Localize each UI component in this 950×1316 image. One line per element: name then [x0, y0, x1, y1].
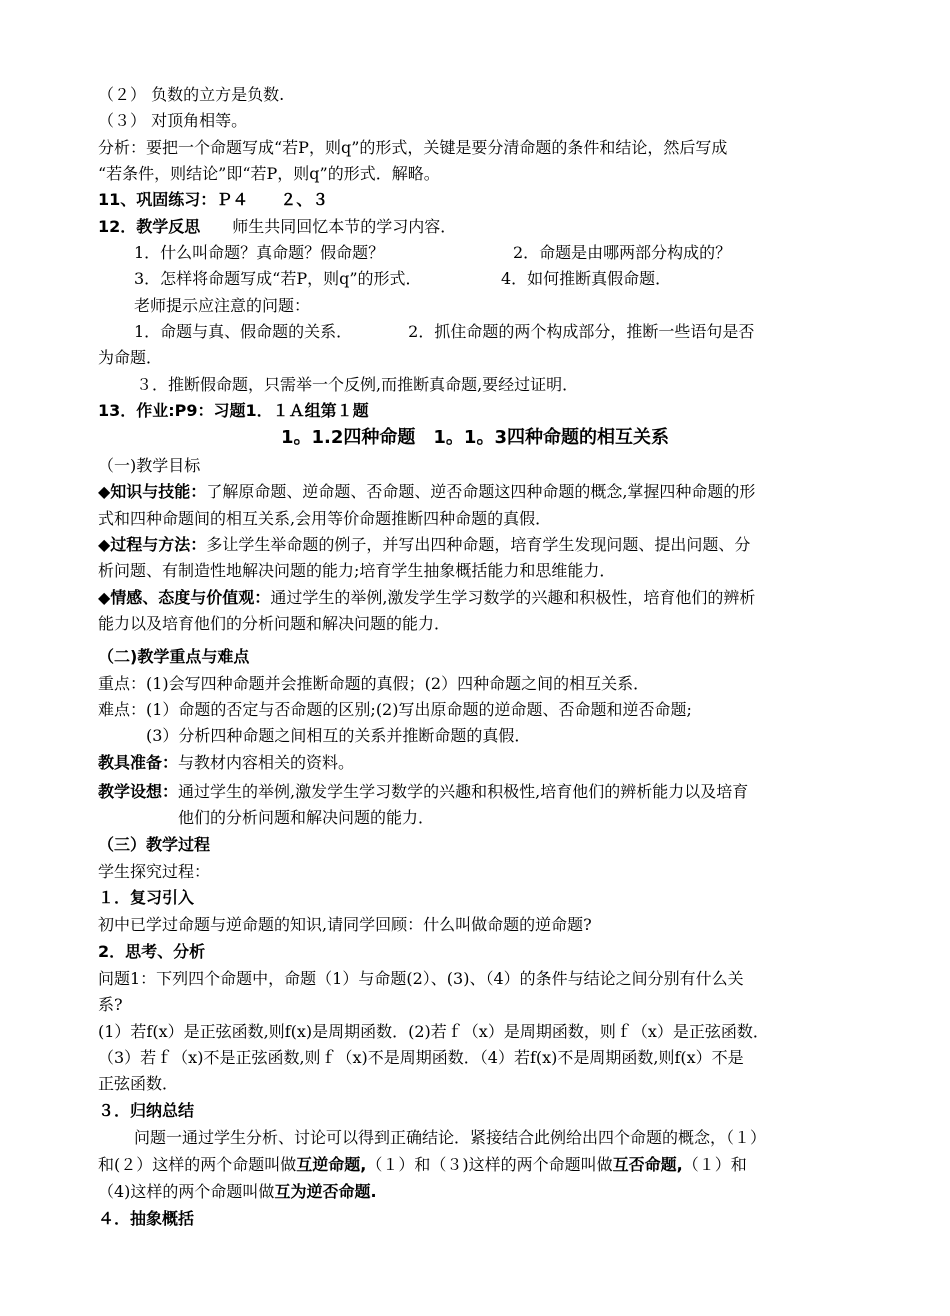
exercise-heading: 11、巩固练习：Ｐ４ ２、３ — [98, 190, 329, 209]
reflection-heading: 12．教学反思 — [98, 217, 201, 236]
summary-text: （4)这样的两个命题叫做 — [98, 1182, 275, 1201]
condition-line: 正弦函数． — [98, 1074, 179, 1093]
step-heading: 2．思考、分析 — [98, 942, 206, 961]
difficulty-line: (3）分析四种命题之间相互的关系并推断命题的真假． — [146, 726, 531, 745]
summary-line: 问题一通过学生分析、讨论可以得到正确结论．紧接结合此例给出四个命题的概念，（１） — [134, 1128, 767, 1147]
design-line — [98, 781, 854, 803]
analysis-line: “若条件，则结论”即“若P，则q”的形式．解略。 — [98, 164, 440, 183]
question-line: 系? — [98, 995, 123, 1014]
goal-text: 多让学生举命题的例子，并写出四种命题，培育学生发现问题、提出问题、分 — [206, 535, 751, 554]
summary-text: （１）和 — [682, 1155, 747, 1174]
step-heading: ３．归纳总结 — [98, 1101, 195, 1120]
process-intro: 学生探究过程： — [98, 862, 211, 881]
condition-line: （3）若ｆ（x)不是正弦函数,则ｆ（x)不是周期函数．（4）若f(x)不是周期函数,则f(x）不是 — [98, 1048, 744, 1067]
review-question: 2．命题是由哪两部分构成的？ — [513, 243, 732, 262]
summary-line — [98, 1181, 854, 1203]
tools-label: 教具准备： — [98, 753, 179, 772]
homework-heading: 13．作业:P9：习题1．１Ａ组第１题 — [98, 401, 369, 420]
review-question-row — [98, 242, 854, 264]
design-text: 通过学生的举例,激发学生学习数学的兴趣和积极性,培育他们的辨析能力以及培育 — [178, 782, 749, 801]
question-line: 问题1：下列四个命题中，命题（1）与命题(2）、(3)、（4）的条件与结论之间分别有什么关 — [98, 969, 744, 988]
goal-text: 式和四种命题间的相互关系,会用等价命题推断四种命题的真假． — [98, 509, 552, 528]
review-question: 3．怎样将命题写成“若P，则q”的形式． — [134, 269, 422, 288]
process-heading: （三）教学过程 — [98, 835, 211, 854]
goal-label: ◆情感、态度与价值观： — [98, 588, 271, 607]
reflection-line — [98, 216, 854, 238]
review-question: 1．什么叫命题？真命题？假命题？ — [134, 243, 385, 262]
difficulty-line: 难点：(1）命题的否定与否命题的区别;(2)写出原命题的逆命题、否命题和逆否命题; — [98, 700, 692, 719]
goal-text: 了解原命题、逆命题、否命题、逆否命题这四种命题的概念,掌握四种命题的形 — [206, 482, 756, 501]
section-title: 1。1.2四种命题 1。1。3四种命题的相互关系 — [281, 427, 669, 448]
teacher-note: ３．推断假命题，只需举一个反例,而推断真命题,要经过证明． — [136, 375, 579, 394]
keypoint-line: 重点：(1)会写四种命题并会推断命题的真假；(2）四种命题之间的相互关系． — [98, 674, 650, 693]
goals-heading: （一)教学目标 — [98, 456, 201, 475]
condition-line: (1）若f(x）是正弦函数,则f(x)是周期函数．(2)若ｆ（x）是周期函数，则ｆ（x）是正弦函数． — [98, 1022, 769, 1041]
design-text: 他们的分析问题和解决问题的能力． — [178, 808, 435, 827]
goal-process — [98, 534, 854, 556]
teacher-note: 为命题． — [98, 348, 163, 367]
step-heading: １．复习引入 — [98, 888, 195, 907]
step-text: 初中已学过命题与逆命题的知识,请同学回顾：什么叫做命题的逆命题? — [98, 915, 592, 934]
reflection-text: 师生共同回忆本节的学习内容． — [200, 217, 457, 236]
analysis-line: 分析：要把一个命题写成“若P，则q”的形式，关键是要分清命题的条件和结论，然后写成 — [98, 138, 728, 157]
goal-label: ◆知识与技能： — [98, 482, 207, 501]
goal-knowledge — [98, 481, 854, 503]
teacher-note: 老师提示应注意的问题： — [134, 296, 311, 315]
term-mutual-converse: 互逆命题, — [296, 1155, 367, 1174]
review-question-row — [98, 268, 854, 290]
keypoints-heading: （二)教学重点与难点 — [98, 647, 250, 666]
term-mutual-negation: 互否命题, — [612, 1155, 683, 1174]
summary-text: 和(２）这样的两个命题叫做 — [98, 1155, 297, 1174]
teacher-note: 1．命题与真、假命题的关系． 2．抓住命题的两个构成部分，推断一些语句是否 — [134, 322, 755, 341]
goal-text: 通过学生的举例,激发学生学习数学的兴趣和积极性，培育他们的辨析 — [270, 588, 756, 607]
tools-line — [98, 752, 854, 774]
text-line: （２） 负数的立方是负数. — [98, 85, 285, 104]
goal-text: 析问题、有制造性地解决问题的能力;培育学生抽象概括能力和思维能力． — [98, 561, 616, 580]
goal-emotion — [98, 587, 854, 609]
term-contrapositive: 互为逆否命题. — [274, 1182, 377, 1201]
tools-text: 与教材内容相关的资料。 — [178, 753, 355, 772]
summary-line — [98, 1154, 854, 1176]
design-label: 教学设想： — [98, 782, 179, 801]
goal-label: ◆过程与方法： — [98, 535, 207, 554]
step-heading: ４．抽象概括 — [98, 1209, 195, 1228]
goal-text: 能力以及培育他们的分析问题和解决问题的能力． — [98, 614, 451, 633]
text-line: （３） 对顶角相等。 — [98, 111, 248, 130]
review-question: 4．如何推断真假命题． — [501, 269, 672, 288]
summary-text: （１）和（３)这样的两个命题叫做 — [366, 1155, 613, 1174]
